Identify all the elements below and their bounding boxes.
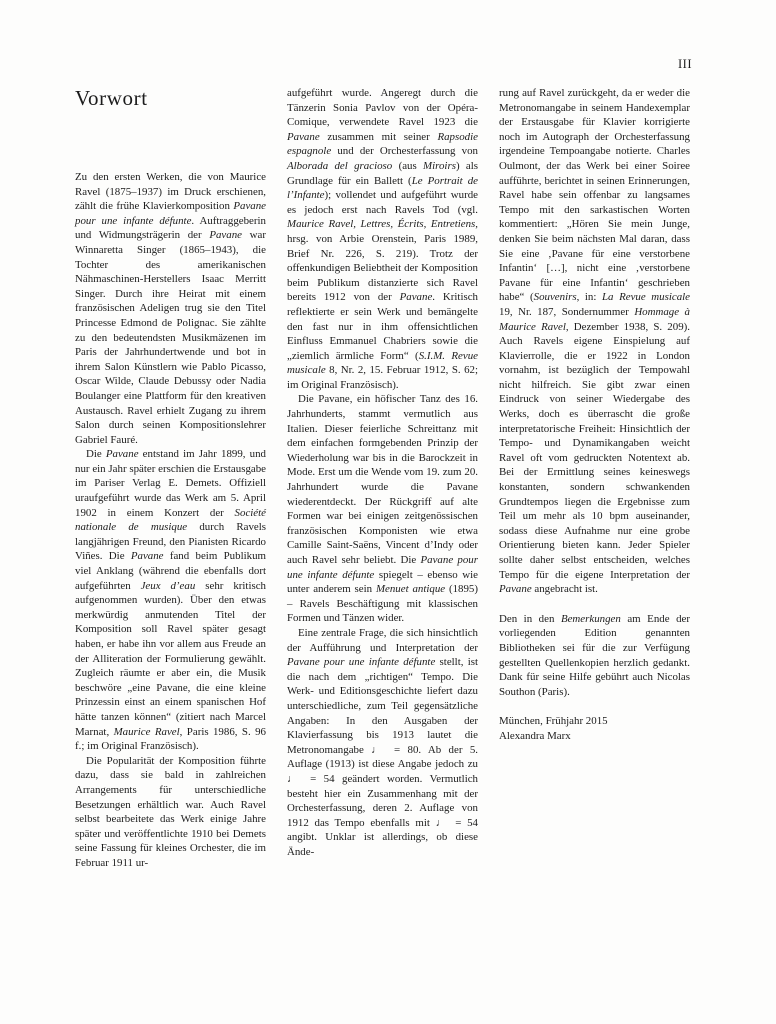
paragraph — [499, 86, 690, 597]
paragraph — [287, 626, 478, 860]
body-text: , Dezember 1938, S. 209). Auch Ravels eigene Einspielung auf Klavierrolle, die er 1922 in London vornahm, ist bezüglich der Tempowahl nicht hilfreich. Sie gibt zwar einen Eindruck von seiner Wiedergabe des Werks, doch es überrascht die große interpretatorische Freiheit: Hinsichtlich der Tempo- und Dynamikangaben weicht Ravel oft vom gedruckten Notentext ab. Bei der Ermittlung seines keineswegs konstanten, sondern schwankenden Grundtempos liegen die Ergebnisse zum Teil um mehr als 10 bpm auseinander, sodass diese Aufnahme nur eine grobe Orientierung bieten kann. Jeder Spieler sollte daher selbst entscheiden, welches Tempo für die eigene Interpretation der — [499, 320, 690, 581]
text-column-1 — [75, 86, 266, 871]
body-text: , Paris 1986, S. 96 f.; im Original Französisch). — [75, 725, 266, 753]
italic-text: Pavane pour une infante défunte — [75, 200, 266, 227]
body-text: München, Frühjahr 2015 — [499, 715, 608, 728]
text-column-2 — [287, 86, 478, 859]
body-text: 8, Nr. 2, 15. Februar 1912, S. 62; im Original Französisch). — [287, 364, 478, 391]
italic-text: Souvenirs — [533, 291, 577, 304]
body-text: rung auf Ravel zurückgeht, da er weder die Metronomangabe in seinem Handexemplar der Erstausgabe für Klavier korrigierte noch im Autograph der Orchesterfassung irgendeine Tempoangabe notierte. Charles Oulmont, der das Werk bei einer Soiree aufführte, berichtet in seinen Erinnerungen, Ravel habe sein offenbar zu langsames Tempo mit den sarkastischen Worten kommentiert: „Hören Sie mein Junge, denken Sie beim nächsten Mal daran, dass Sie eine ‚Pavane für eine verstorbene Infantin‘ […], nicht eine ‚verstorbene Pavane für eine Infantin‘ geschrieben habe“ ( — [499, 87, 690, 304]
body-text: angebracht ist. — [531, 583, 598, 596]
paragraph — [287, 392, 478, 626]
body-text: war Winnaretta Singer (1865–1943), die Tochter des amerikanischen Nähmaschinen-Herstellers Isaac Merritt Singer. Durch ihre Heirat mit einem französischen Adeligen trug sie den Titel Princesse Edmond de Polignac. Sie zählte zu den bedeutendsten Musikmäzenen im Paris der Jahrhundertwende und bot in ihrem Salon Künstlern wie Pablo Picasso, Oscar Wilde, Claude Debussy oder Nadia Boulanger eine Plattform für den kreativen Austausch. Ravel erhielt Zugang zu ihrem Salon durch seinen Kompositionslehrer Gabriel Fauré. — [75, 229, 266, 446]
page-content — [75, 86, 691, 871]
body-text: Alexandra Marx — [499, 729, 571, 742]
text-column-3 — [499, 86, 690, 744]
paragraph — [499, 612, 690, 700]
body-text: Die Pavane, ein höfischer Tanz des 16. Jahrhunderts, stammt vermutlich aus Italien. Dieser feierliche Schreittanz mit dem einfachen formgebenden Prinzip der Wiederholung war bis in die Barockzeit in Mode. Erst um die Wende vom 19. zum 20. Jahrhundert wurde die Pavane wiederentdeckt. Der Rückgriff auf alte Formen war bei einigen zeitgenössischen französischen Komponisten wie etwa Camille Saint-Saëns, Vincent d’Indy oder auch Ravel sehr beliebt. Die — [287, 393, 478, 566]
body-text: . Auftraggeberin und Widmungsträgerin der — [75, 214, 266, 242]
body-text: zusammen mit seiner — [319, 130, 438, 143]
body-text: (aus — [392, 159, 424, 172]
body-text: Die — [86, 448, 106, 461]
italic-text: Pavane — [130, 550, 164, 563]
body-text: sehr kritisch aufgenommen wurden). Über den etwas merkwürdig anmutenden Titel der Komposition soll Ravel später gesagt haben, er habe ihn vor allem aus Freude an der Alliteration der Formulierung gewählt. Zugleich räumte er aber ein, die Musik beschwöre „eine Pavane, die eine kleine Prinzessin einst an einem spanischen Hof hätte tanzen können“ (zitiert nach Marcel Marnat, — [75, 579, 267, 738]
paragraph — [499, 729, 690, 744]
body-text: Den in den — [499, 612, 561, 625]
body-text: und der Orchesterfassung von — [331, 145, 478, 158]
body-text: Die Popularität der Komposition führte dazu, dass sie bald in zahlreichen Arrangements für unterschiedliche Besetzungen erhältlich war. Auch Ravel selbst bearbeitete das Werk einige Jahre später und veröffentlichte 1910 bei Demets seine Fassung für kleines Orchester, die im Februar 1911 ur- — [75, 754, 266, 869]
italic-text: Pavane — [105, 448, 139, 461]
italic-text: Pavane — [287, 130, 320, 143]
italic-text: Hommage à Maurice Ravel — [499, 305, 690, 333]
preface-title: Vorwort — [75, 86, 148, 110]
body-text: ) als Grundlage für ein Ballett ( — [287, 159, 478, 187]
italic-text: Le Portrait de l’Infante — [287, 174, 478, 202]
italic-text: Jeux d’eau — [140, 579, 196, 592]
italic-text: S.I.M. Revue musicale — [287, 349, 478, 377]
italic-text: Maurice Ravel, Lettres, Écrits, Entretiens — [287, 218, 476, 231]
body-text: am Ende der vorliegenden Edition genannten Bibliotheken sei für die zur Verfügung gestellten Quellenkopien herzlich gedankt. Dank für seine Hilfe gebührt auch Nicolas Southon (Paris). — [499, 612, 690, 698]
body-text: , in: — [576, 291, 602, 304]
italic-text: Pavane — [499, 583, 532, 596]
body-text: fand beim Publikum viel Anklang (während die ebenfalls dort aufgeführten — [75, 550, 266, 592]
italic-text: Maurice Ravel — [113, 725, 180, 738]
body-text: aufgeführt wurde. Angeregt durch die Tänzerin Sonia Pavlov von der Opéra-Comique, verwendete Ravel 1923 die — [287, 87, 478, 129]
italic-text: Pavane — [399, 291, 433, 304]
body-text: Eine zentrale Frage, die sich hinsichtlich der Aufführung und Interpretation der — [287, 626, 478, 654]
body-text: spiegelt – ebenso wie unter anderem sein — [287, 568, 478, 596]
italic-text: Pavane pour une infante défunte — [287, 656, 436, 669]
italic-text: Menuet antique — [375, 583, 446, 596]
body-text: ); vollendet und aufgeführt wurde es jedoch erst nach Ravels Tod (vgl. — [287, 189, 478, 216]
italic-text: Alborada del gracioso — [287, 159, 393, 172]
italic-text: Bemerkungen — [560, 612, 621, 625]
body-text: (1895) – Ravels Beschäftigung mit klassischen Formen und Tänzen wider. — [287, 583, 479, 625]
body-text: Zu den ersten Werken, die von Maurice Ravel (1875–1937) im Druck erschienen, zählt die frühe Klavierkomposition — [75, 171, 266, 213]
paragraph — [499, 714, 690, 729]
paragraph — [75, 447, 266, 753]
italic-text: Société nationale de musique — [75, 506, 266, 534]
paragraph — [287, 86, 478, 392]
body-text: stellt, ist die nach dem „richtigen“ Tempo. Die Werk- und Editionsgeschichte liefert dazu unterschiedliche, zum Teil gegensätzliche Angaben: In den Ausgaben der Klavierfassung bis 1913 lautet die Metronomangabe ♩ = 80. Ab der 5. Auflage (1913) ist diese Angabe jedoch zu ♩ = 54 geändert worden. Vermutlich besteht hier ein Zusammenhang mit der Orchesterfassung, deren 2. Auflage von 1912 das Tempo ebenfalls mit ♩ = 54 angibt. Unklar ist allerdings, ob diese Ände- — [287, 656, 478, 858]
paragraph — [75, 170, 266, 447]
italic-text: La Revue musicale — [602, 291, 691, 304]
italic-text: Pavane — [209, 229, 242, 242]
paragraph — [75, 754, 266, 871]
body-text: . Kritisch reflektierte er sein Werk und bemängelte den fast nur in ihm offensichtlichen Einfluss Emmanuel Chabriers sowie die „ziemlich ärmliche Form“ ( — [287, 291, 478, 362]
italic-text: Rapsodie espagnole — [287, 130, 478, 158]
italic-text: Pavane pour une infante défunte — [287, 554, 478, 581]
body-text: entstand im Jahr 1899, und nur ein Jahr später erschien die Erstausgabe im Pariser Verlag E. Demets. Offiziell uraufgeführt wurde das Werk am 5. April 1902 in einem Konzert der — [75, 448, 267, 519]
body-text: 19, Nr. 187, Sondernummer — [499, 305, 635, 318]
page-number: III — [678, 57, 692, 71]
italic-text: Miroirs — [423, 159, 456, 172]
body-text: durch Ravels langjährigen Freund, den Pianisten Ricardo Viñes. Die — [75, 521, 266, 563]
body-text: , hrsg. von Arbie Orenstein, Paris 1989, Brief Nr. 226, S. 219). Trotz der offenkundigen Beliebtheit der Komposition beim Publikum distanzierte sich Ravel bereits 1912 von der — [287, 218, 478, 304]
